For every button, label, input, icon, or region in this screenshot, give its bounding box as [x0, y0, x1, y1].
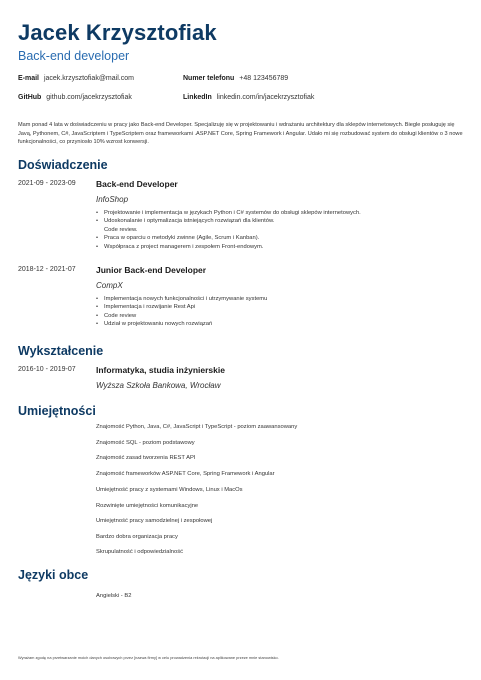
- education-date: 2016-10 - 2019-07: [18, 366, 76, 373]
- section-title-experience: Doświadczenie: [18, 158, 108, 172]
- contact-email-label: E-mail: [18, 75, 40, 82]
- skill-item: Znajomość Python, Java, C#, JavaScript i TypeScript - poziom zaawansowany: [96, 424, 298, 430]
- contact-github-label: GitHub: [18, 94, 42, 101]
- list-item: • Udział w projektowaniu nowych rozwiązań: [96, 320, 456, 328]
- list-item: • Praca w oparciu o metodyki zwinne (Agile, Scrum i Kanban).: [96, 234, 456, 242]
- contact-linkedin-label: LinkedIn: [183, 94, 212, 101]
- contact-phone: [183, 75, 288, 82]
- job-2-bullets: [96, 295, 456, 329]
- list-item: • Współpraca z project managerem i zespołem Front-endowym.: [96, 243, 456, 251]
- section-title-education: Wykształcenie: [18, 344, 104, 358]
- list-item: • Projektowanie i implementacja w językach Python i C# systemów do obsługi sklepów internetowych.: [96, 209, 456, 217]
- education-school: Wyższa Szkoła Bankowa, Wrocław: [96, 381, 221, 390]
- contact-phone-label: Numer telefonu: [183, 75, 235, 82]
- contact-github-value[interactable]: github.com/jacekrzysztofiak: [46, 94, 132, 101]
- skill-item: Znajomość SQL - poziom podstawowy: [96, 440, 195, 446]
- gdpr-consent-clause: Wyrażam zgodę na przetwarzanie moich danych osobowych przez [nazwa firmy] w celu prowadzenia rekrutacji na aplikowane przeze mnie stanowisko.: [18, 655, 279, 660]
- section-title-languages: Języki obce: [18, 568, 89, 582]
- section-title-skills: Umiejętności: [18, 404, 96, 418]
- job-1-bullets: [96, 209, 456, 251]
- contact-linkedin-value[interactable]: linkedin.com/in/jacekrzysztofiak: [216, 94, 315, 101]
- job-1-title: Back-end Developer: [96, 179, 178, 189]
- education-degree: Informatyka, studia inżynierskie: [96, 365, 225, 375]
- list-item: • Implementacja nowych funkcjonalności i utrzymywanie systemu: [96, 295, 456, 303]
- skill-item: Znajomość frameworków ASP.NET Core, Spring Framework i Angular: [96, 471, 275, 477]
- list-item-continuation: Code review.: [104, 226, 138, 233]
- contact-linkedin: [183, 94, 314, 101]
- skill-item: Bardzo dobra organizacja pracy: [96, 534, 178, 540]
- skill-item: Skrupulatność i odpowiedzialność: [96, 549, 184, 555]
- job-2-title: Junior Back-end Developer: [96, 265, 207, 275]
- job-2-company: CompX: [96, 281, 123, 290]
- skill-item: Umiejętność pracy z systemami Windows, Linux i MacOs: [96, 487, 243, 493]
- job-2-date: 2018-12 - 2021-07: [18, 266, 76, 273]
- skill-item: Znajomość zasad tworzenia REST API: [96, 455, 196, 461]
- list-item: • Implementacja i rozwijanie Rest Api: [96, 303, 456, 311]
- job-1-date: 2021-09 - 2023-09: [18, 180, 76, 187]
- language-item: Angielski - B2: [96, 593, 132, 599]
- contact-github: [18, 94, 132, 101]
- skill-item: Rozwinięte umiejętności komunikacyjne: [96, 503, 199, 509]
- skill-item: Umiejętność pracy samodzielnej i zespołowej: [96, 518, 213, 524]
- contact-phone-value[interactable]: +48 123456789: [239, 75, 289, 82]
- candidate-role: Back-end developer: [18, 49, 130, 63]
- list-item: • Code review: [96, 312, 456, 320]
- profile-summary: Mam ponad 4 lata w doświadczeniu w pracy jako Back-end Developer. Specjalizuję się w projektowaniu i wdrażaniu architektury dla sklepów internetowych. Biegle posługuję się Javą, Pythonem, C#, JavaScriptem i TypeScriptem oraz frameworkami .ASP.NET Core, Spring Framework i Angular. Udało mi się rozbudować system do obsługi klientów o 3 nowe funkcjonalności, co przyniosło 10% wzrost konwersji.: [18, 122, 463, 146]
- job-1-company: InfoShop: [96, 195, 129, 204]
- contact-email-value[interactable]: jacek.krzysztofiak@mail.com: [43, 75, 134, 82]
- list-item-text: Udoskonalanie i optymalizacja istniejących rozwiązań dla klientów.: [104, 218, 275, 225]
- contact-email: [18, 75, 134, 82]
- list-item: [96, 217, 456, 234]
- candidate-name: Jacek Krzysztofiak: [18, 20, 217, 45]
